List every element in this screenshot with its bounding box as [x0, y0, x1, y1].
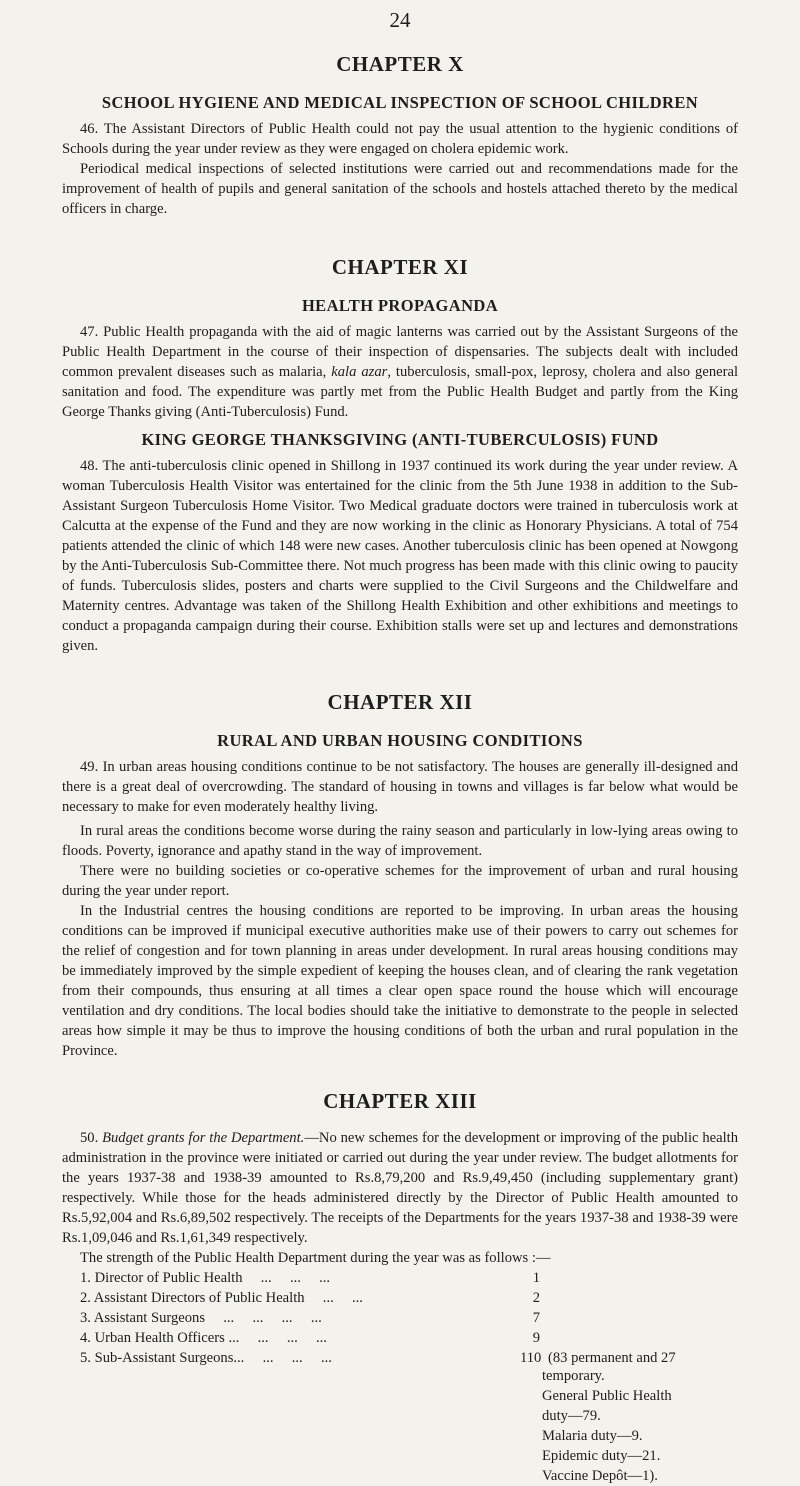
fund-title: KING GEORGE THANKSGIVING (ANTI-TUBERCULOSIS) FUND: [141, 430, 659, 449]
para-49: 49. In urban areas housing conditions continue to be not satisfactory. The houses are generally ill-designed and there is a great deal of overcrowding. The standard of housing in towns and villages is far below what would be necessary to make for even moderately healthy living.: [62, 759, 738, 815]
strength-intro: The strength of the Public Health Department during the year was as follows :—: [80, 1250, 551, 1266]
para-49d: In the Industrial centres the housing conditions are reported to be improving. In urban areas the housing conditions can be improved if municipal executive authorities make use of their powers to carry out schemes for the relief of congestion and for town planning in areas under development. In rural areas housing conditions may be immediately improved by the simple expedient of keeping the houses clean, and of clearing the rank vegetation from their compounds, thus ensuring at all times a clear open space round the house which will encourage ventilation and dry conditions. The local bodies should take the initiative to demonstrate to the people in selected areas how simple it may be thus to improve the housing conditions of both the urban and rural population in the Province.: [62, 903, 738, 1059]
para-49b: In rural areas the conditions become worse during the rainy season and particularly in low-lying areas owing to floods. Poverty, ignorance and apathy stand in the way of improvement.: [62, 823, 738, 859]
chapter-xiii-title: CHAPTER XIII: [323, 1089, 477, 1113]
chapter-xii-subtitle: RURAL AND URBAN HOUSING CONDITIONS: [217, 731, 583, 750]
note-line: Vaccine Depôt—1).: [542, 1468, 658, 1484]
note-line: temporary.: [542, 1368, 605, 1384]
para-46b: Periodical medical inspections of selected institutions were carried out and recommendations made for the improvement of health of pupils and general sanitation of the schools and hostels attached thereto by the medical officers in charge.: [62, 161, 738, 217]
page-number: 24: [389, 8, 411, 32]
staff-note: [62, 1366, 738, 1486]
para-49c: There were no building societies or co-operative schemes for the improvement of urban and rural housing during the year under report.: [62, 863, 738, 899]
note-line: General Public Health: [542, 1388, 672, 1404]
staff-list: [62, 1268, 738, 1368]
note-line: Malaria duty—9.: [542, 1428, 643, 1444]
chapter-x-subtitle: SCHOOL HYGIENE AND MEDICAL INSPECTION OF SCHOOL CHILDREN: [101, 93, 699, 112]
staff-row: 5. Sub-Assistant Surgeons... ... ... ... 110 (83 permanent and 27: [80, 1350, 676, 1366]
note-line: Epidemic duty—21.: [542, 1448, 661, 1464]
chapter-xi-title: CHAPTER XI: [331, 255, 469, 279]
chapter-x-title: CHAPTER X: [336, 52, 464, 76]
staff-row: 3. Assistant Surgeons ... ... ... ... 7: [80, 1310, 540, 1326]
chapter-xi-subtitle: HEALTH PROPAGANDA: [301, 296, 499, 315]
chapter-xii-title: CHAPTER XII: [327, 690, 473, 714]
staff-row: 2. Assistant Directors of Public Health ... ... 2: [80, 1290, 540, 1306]
para-48: 48. The anti-tuberculosis clinic opened in Shillong in 1937 continued its work during the year under review. A woman Tuberculosis Health Visitor was entertained for the clinic from the 5th June 1938 in addition to the Sub-Assistant Surgeon Tuberculosis Home Visitor. Two Medical graduate doctors were trained in tuberculosis work at Calcutta at the expense of the Fund and they are now working in the clinic as Honorary Physicians. A total of 754 patients attended the clinic of which 148 were new cases. Another tuberculosis clinic has been opened at Nowgong by the Anti-Tuberculosis Sub-Committee there. Not much progress has been made with this clinic owing to paucity of funds. Tuberculosis slides, posters and charts were supplied to the Civil Surgeons and the Childwelfare and Maternity centres. Advantage was taken of the Shillong Health Exhibition and other exhibitions and meetings to conduct a propaganda campaign during their course. Exhibition stalls were set up and lectures and demonstrations given.: [62, 458, 738, 654]
para-46: 46. The Assistant Directors of Public Health could not pay the usual attention to the hygienic conditions of Schools during the year under review as they were engaged on cholera epidemic work.: [62, 121, 738, 157]
para-47: 47. Public Health propaganda with the aid of magic lanterns was carried out by the Assistant Surgeons of the Public Health Department in the course of their inspection of dispensaries. The subjects dealt with included common prevalent diseases such as malaria, kala azar, tuberculosis, small-pox, leprosy, cholera and also general sanitation and food. The expenditure was partly met from the Public Health Budget and partly from the King George Thanks giving (Anti-Tuberculosis) Fund.: [62, 324, 738, 420]
staff-row: 4. Urban Health Officers ... ... ... ... 9: [80, 1330, 540, 1346]
note-line: duty—79.: [542, 1408, 601, 1424]
para-50: 50. Budget grants for the Department.—No new schemes for the development or improving of the public health administration in the province were initiated or carried out during the year under review. The budget allotments for the years 1937-38 and 1938-39 amounted to Rs.8,79,200 and Rs.9,49,450 (including supplementary grant) respectively. While those for the heads administered directly by the Director of Public Health amounted to Rs.5,92,004 and Rs.6,89,502 respectively. The receipts of the Departments for the years 1937-38 and 1938-39 were Rs.1,09,046 and Rs.1,61,349 respectively.: [62, 1130, 739, 1246]
staff-row: 1. Director of Public Health ... ... ... 1: [80, 1270, 540, 1286]
